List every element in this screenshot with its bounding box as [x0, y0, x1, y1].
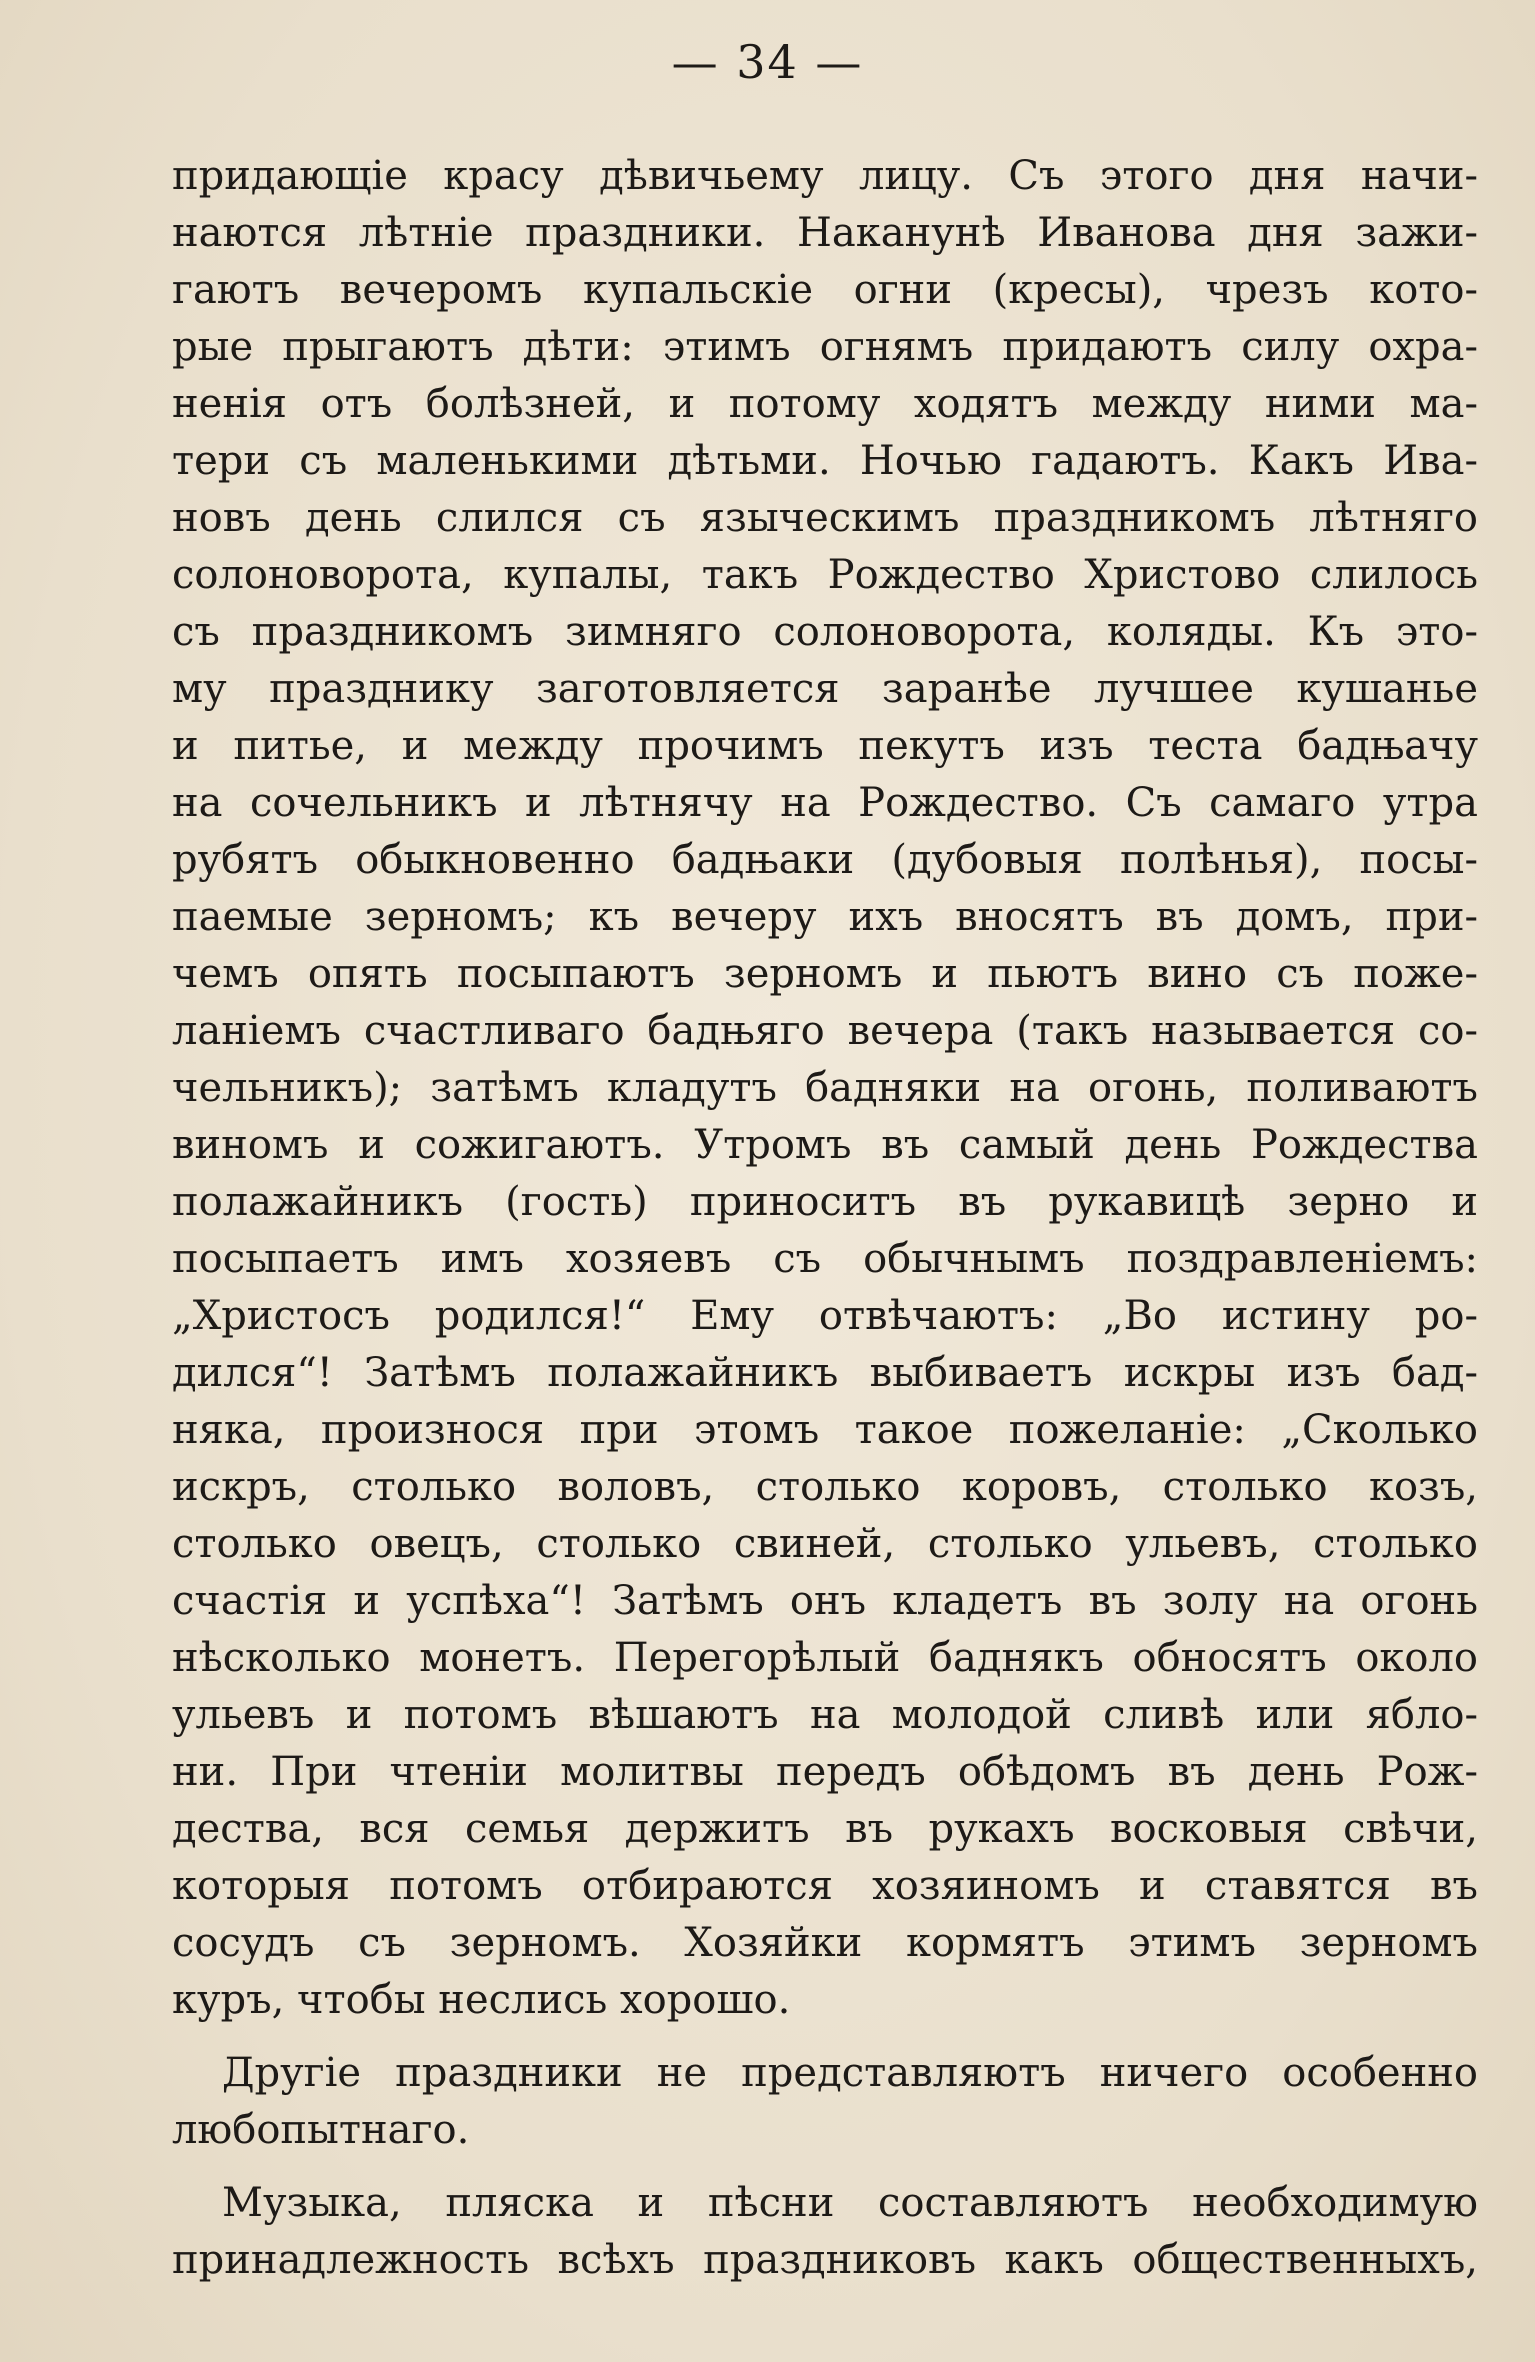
text-line: съ праздникомъ зимняго солоноворота, коляды. Къ это- [172, 609, 1478, 655]
text-line: счастія и успѣха“! Затѣмъ онъ кладетъ въ золу на огонь [172, 1578, 1478, 1624]
paragraph-music-dance [172, 2175, 1478, 2289]
text-line: нѣсколько монетъ. Перегорѣлый баднякъ обносятъ около [172, 1635, 1478, 1681]
paragraph-gap [172, 2029, 1478, 2045]
text-line: няка, произнося при этомъ такое пожеланіе: „Сколько [172, 1407, 1478, 1453]
text-line: любопытнаго. [172, 2107, 470, 2153]
text-line: придающіе красу дѣвичьему лицу. Съ этого дня начи- [172, 153, 1478, 199]
text-line: виномъ и сожигаютъ. Утромъ въ самый день Рождества [172, 1122, 1478, 1168]
text-line: новъ день слился съ языческимъ праздникомъ лѣтняго [172, 495, 1478, 541]
text-line: му празднику заготовляется заранѣе лучшее кушанье [172, 666, 1478, 712]
text-line: паемые зерномъ; къ вечеру ихъ вносятъ въ домъ, при- [172, 894, 1478, 940]
text-line: солоноворота, купалы, такъ Рождество Христово слилось [172, 552, 1478, 598]
text-line: ненія отъ болѣзней, и потому ходятъ между ними ма- [172, 381, 1478, 427]
text-line: искръ, столько воловъ, столько коровъ, столько козъ, [172, 1464, 1478, 1510]
text-line: Другіе праздники не представляютъ ничего особенно [222, 2050, 1478, 2096]
page-number: — 34 — [671, 35, 864, 89]
text-line: чемъ опять посыпаютъ зерномъ и пьютъ вино съ поже- [172, 951, 1478, 997]
text-line: наются лѣтніе праздники. Наканунѣ Иванова дня зажи- [172, 210, 1478, 256]
text-line: Музыка, пляска и пѣсни составляютъ необходимую [222, 2180, 1478, 2226]
text-line: полажайникъ (гость) приноситъ въ рукавицѣ зерно и [172, 1179, 1478, 1225]
text-line: рые прыгаютъ дѣти: этимъ огнямъ придаютъ силу охра- [172, 324, 1478, 370]
text-line: столько овецъ, столько свиней, столько ульевъ, столько [172, 1521, 1478, 1567]
text-line: и питье, и между прочимъ пекутъ изъ теста бадњачу [172, 723, 1478, 769]
text-line: „Христосъ родился!“ Ему отвѣчаютъ: „Во истину ро- [172, 1293, 1478, 1339]
text-line: на сочельникъ и лѣтнячу на Рождество. Съ самаго утра [172, 780, 1478, 826]
body-text [172, 148, 1478, 2289]
text-line: куръ, чтобы неслись хорошо. [172, 1977, 791, 2023]
text-line: тери съ маленькими дѣтьми. Ночью гадаютъ. Какъ Ива- [172, 438, 1478, 484]
text-line: сосудъ съ зерномъ. Хозяйки кормятъ этимъ зерномъ [172, 1920, 1478, 1966]
text-line: чельникъ); затѣмъ кладутъ бадняки на огонь, поливаютъ [172, 1065, 1478, 1111]
text-line: ни. При чтеніи молитвы передъ обѣдомъ въ день Рож- [172, 1749, 1478, 1795]
text-line: принадлежность всѣхъ праздниковъ какъ общественныхъ, [172, 2237, 1478, 2283]
text-line: дился“! Затѣмъ полажайникъ выбиваетъ искры изъ бад- [172, 1350, 1478, 1396]
paragraph-customs-holidays [172, 148, 1478, 2029]
text-line: посыпаетъ имъ хозяевъ съ обычнымъ поздравленіемъ: [172, 1236, 1478, 1282]
text-line: гаютъ вечеромъ купальскіе огни (кресы), чрезъ кото- [172, 267, 1478, 313]
text-line: рубятъ обыкновенно бадњаки (дубовыя полѣнья), посы- [172, 837, 1478, 883]
text-line: дества, вся семья держитъ въ рукахъ восковыя свѣчи, [172, 1806, 1478, 1852]
text-line: ланіемъ счастливаго бадњяго вечера (такъ называется со- [172, 1008, 1478, 1054]
text-line: которыя потомъ отбираются хозяиномъ и ставятся въ [172, 1863, 1478, 1909]
paragraph-gap [172, 2159, 1478, 2175]
text-line: ульевъ и потомъ вѣшаютъ на молодой сливѣ или ябло- [172, 1692, 1478, 1738]
paragraph-other-holidays [172, 2045, 1478, 2159]
